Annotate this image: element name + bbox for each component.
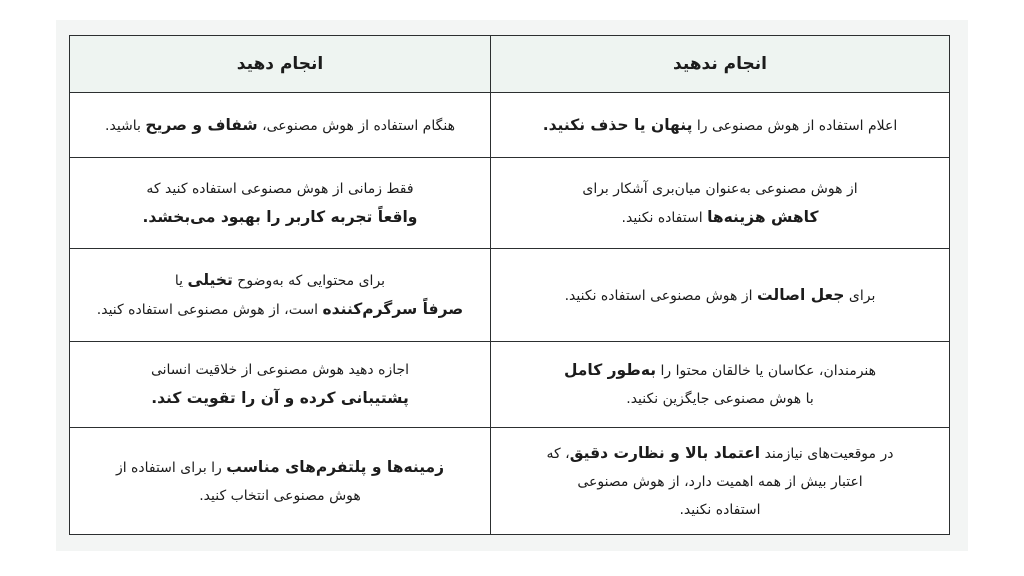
- cell-text: با هوش مصنوعی جایگزین نکنید.: [626, 391, 814, 407]
- cell-text: استفاده نکنید.: [679, 501, 761, 518]
- emphasis-text: پنهان یا حذف نکنید.: [542, 115, 693, 134]
- emphasis-text: به‌طور کامل: [563, 361, 657, 379]
- table-row: [70, 342, 950, 428]
- table-row: [70, 158, 950, 249]
- cell-text: اعلام استفاده از هوش مصنوعی را: [692, 117, 898, 134]
- cell-text: اجازه دهید هوش مصنوعی از خلاقیت انسانی: [150, 362, 410, 378]
- cell-text: از هوش مصنوعی به‌عنوان میان‌بری آشکار برای: [582, 180, 858, 197]
- cell-text: برای: [844, 287, 876, 304]
- cell-text: است، از هوش مصنوعی استفاده کنید.: [96, 302, 323, 318]
- cell-text: هنرمندان، عکاسان یا خالقان محتوا را: [656, 363, 877, 379]
- cell-do: [70, 249, 491, 342]
- emphasis-text: شفاف و صریح: [145, 115, 258, 134]
- cell-do: [70, 428, 491, 535]
- cell-text: هنگام استفاده از هوش مصنوعی،: [257, 117, 455, 134]
- header-do: انجام دهید: [70, 36, 491, 93]
- emphasis-text: زمینه‌ها و پلتفرم‌های مناسب: [226, 457, 445, 476]
- emphasis-text: صرفاً سرگرم‌کننده: [322, 300, 464, 318]
- cell-text: یا: [174, 273, 188, 289]
- cell-text: ، که: [546, 445, 570, 462]
- cell-text: در موقعیت‌های نیازمند: [760, 445, 894, 462]
- cell-text: باشید.: [105, 117, 146, 134]
- cell-text: اعتبار بیش از همه اهمیت دارد، از هوش مصنوعی: [577, 473, 863, 490]
- cell-dont: [491, 158, 950, 249]
- cell-do: [70, 158, 491, 249]
- cell-dont: [491, 249, 950, 342]
- cell-text: فقط زمانی از هوش مصنوعی استفاده کنید که: [146, 180, 414, 197]
- cell-do: [70, 342, 491, 428]
- cell-dont: [491, 428, 950, 535]
- cell-text: برای محتوایی که به‌وضوح: [232, 273, 386, 289]
- cell-text: از هوش مصنوعی استفاده نکنید.: [564, 287, 757, 304]
- emphasis-text: جعل اصالت: [756, 285, 845, 304]
- cell-text: هوش مصنوعی انتخاب کنید.: [199, 487, 361, 504]
- cell-dont: [491, 342, 950, 428]
- table-frame: [56, 20, 968, 551]
- header-dont: انجام ندهید: [491, 36, 950, 93]
- emphasis-text: اعتماد بالا و نظارت دقیق: [569, 443, 761, 462]
- emphasis-text: پشتیبانی کرده و آن را تقویت کند.: [151, 389, 409, 407]
- table-row: [70, 93, 950, 158]
- cell-do: [70, 93, 491, 158]
- cell-text: را برای استفاده از: [115, 459, 227, 476]
- table-row: [70, 249, 950, 342]
- emphasis-text: واقعاً تجربه کاربر را بهبود می‌بخشد.: [142, 207, 418, 226]
- cell-text: استفاده نکنید.: [621, 209, 708, 226]
- emphasis-text: تخیلی: [187, 271, 233, 289]
- table-row: [70, 428, 950, 535]
- dos-and-donts-table: [69, 35, 950, 535]
- cell-dont: [491, 93, 950, 158]
- header-row: [70, 36, 950, 93]
- emphasis-text: کاهش هزینه‌ها: [707, 207, 819, 226]
